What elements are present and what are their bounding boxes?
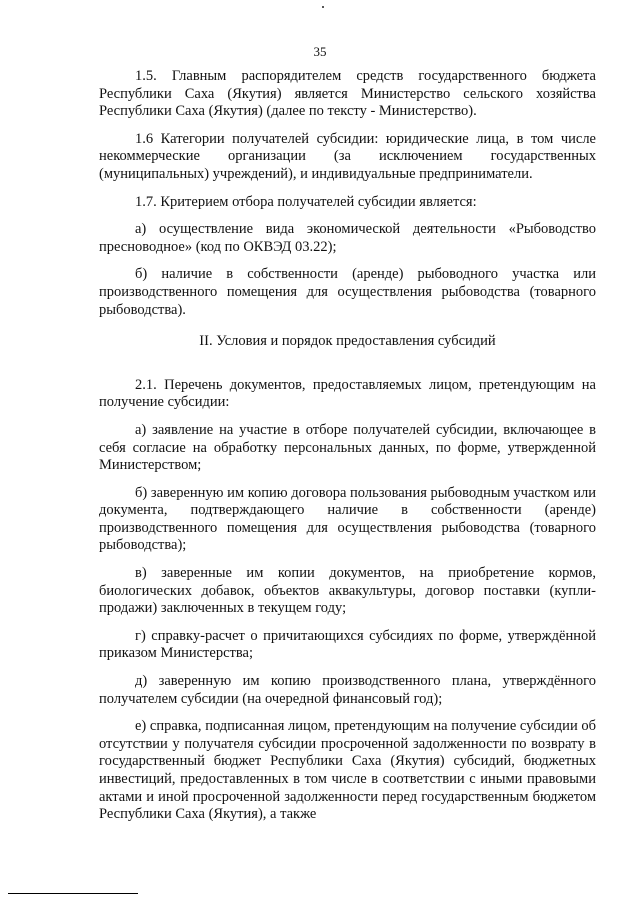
paragraph-2-1-b: б) заверенную им копию договора пользования рыбоводным участком или документа, подтверждающего наличие в собственности (аренде) производственного помещения для осуществления рыбоводства (товарного рыбоводства); (99, 484, 596, 554)
scan-speck (322, 6, 324, 8)
paragraph-2-1-g: г) справку-расчет о причитающихся субсидиях по форме, утверждённой приказом Министерства; (99, 627, 596, 662)
paragraph-2-1-d: д) заверенную им копию производственного плана, утверждённого получателем субсидии (на очередной финансовый год); (99, 673, 596, 707)
paragraph-1-7-b: б) наличие в собственности (аренде) рыбоводного участка или производственного помещения для осуществления рыбоводства (товарного рыбоводства). (99, 266, 596, 318)
paragraph-1-7: 1.7. Критерием отбора получателей субсидии является: (135, 193, 477, 210)
paragraph-2-1-e: е) справка, подписанная лицом, претендующим на получение субсидии об отсутствии у получателя субсидии просроченной задолженности по возврату в государственный бюджет Республики Саха (Якутия) субсидий, бюджетных инвестиций, предоставленных в том числе в соответствии с иными правовыми актами и иной просроченной задолженности перед государственным бюджетом Республики Саха (Якутия), а также (99, 718, 596, 823)
paragraph-1-7-a: а) осуществление вида экономической деятельности «Рыбоводство пресноводное» (код по ОКВЭД 03.22); (99, 221, 596, 255)
document-body (99, 68, 596, 834)
page-number: 35 (313, 44, 327, 59)
paragraph-1-6: 1.6 Категории получателей субсидии: юридические лица, в том числе некоммерческие организации (за исключением государственных (муниципальных) учреждений), и индивидуальные предприниматели. (99, 130, 596, 182)
footnote-rule (8, 893, 138, 894)
paragraph-1-5: 1.5. Главным распорядителем средств государственного бюджета Республики Саха (Якутия) является Министерство сельского хозяйства Республики Саха (Якутия) (далее по тексту - Министерство). (99, 68, 596, 120)
paragraph-2-1: 2.1. Перечень документов, предоставляемых лицом, претендующим на получение субсидии: (99, 376, 596, 411)
paragraph-2-1-a: а) заявление на участие в отборе получателей субсидии, включающее в себя согласие на обработку персональных данных, по форме, утвержденной Министерством; (99, 421, 596, 474)
paragraph-2-1-v: в) заверенные им копии документов, на приобретение кормов, биологических добавок, объектов аквакультуры, договор поставки (купли-продажи) заключенных в текущем году; (99, 565, 596, 617)
section-heading: II. Условия и порядок предоставления субсидий (199, 333, 496, 350)
